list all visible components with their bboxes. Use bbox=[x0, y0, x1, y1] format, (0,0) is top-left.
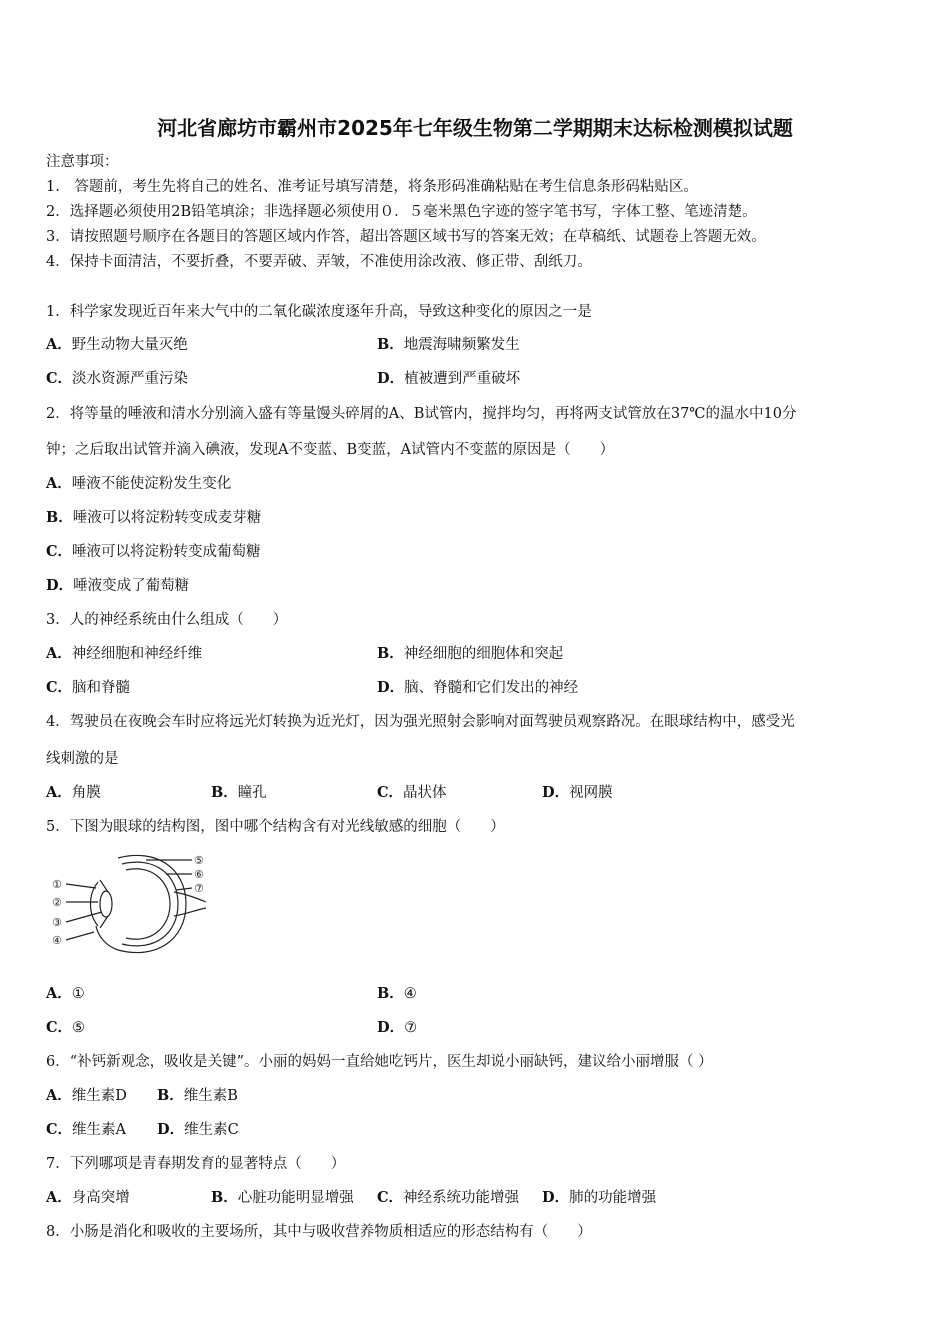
option-text: 身高突增 bbox=[71, 1190, 130, 1206]
option-text: ① bbox=[71, 986, 85, 1002]
option-label: B． bbox=[377, 645, 404, 662]
q7-stem: 7．下列哪项是青春期发育的显著特点（ ） bbox=[46, 1156, 346, 1172]
leader-line-1 bbox=[66, 884, 96, 888]
q1-option-b bbox=[377, 335, 520, 355]
q2-stem-line-2: 钟；之后取出试管并滴入碘液，发现A不变蓝、B变蓝，A试管内不变蓝的原因是（ ） bbox=[46, 442, 615, 458]
option-text: 维生素D bbox=[71, 1088, 127, 1104]
option-text: 唾液可以将淀粉转变成麦芽糖 bbox=[72, 510, 262, 526]
q7-option-b bbox=[211, 1188, 354, 1208]
leader-line-3 bbox=[66, 912, 102, 922]
option-text: 唾液变成了葡萄糖 bbox=[73, 578, 190, 594]
notice-item-2: 2．选择题必须使用2B铅笔填涂；非选择题必须使用０．５毫米黑色字迹的签字笔书写，字体工整、笔迹清楚。 bbox=[46, 204, 757, 220]
q3-option-a bbox=[46, 644, 202, 664]
option-label: B． bbox=[46, 509, 73, 526]
q1-stem: 1．科学家发现近百年来大气中的二氧化碳浓度逐年升高，导致这种变化的原因之一是 bbox=[46, 304, 592, 320]
option-label: B． bbox=[157, 1087, 184, 1104]
q5-stem: 5．下图为眼球的结构图，图中哪个结构含有对光线敏感的细胞（ ） bbox=[46, 819, 505, 835]
q2-option-a bbox=[46, 474, 231, 494]
option-label: C． bbox=[377, 784, 404, 801]
q3-option-c bbox=[46, 678, 130, 698]
notice-item-3: 3．请按照题号顺序在各题目的答题区域内作答，超出答题区域书写的答案无效；在草稿纸、试题卷上答题无效。 bbox=[46, 229, 766, 245]
q4-stem-line-2: 线刺激的是 bbox=[46, 751, 119, 767]
option-label: D． bbox=[46, 577, 74, 594]
option-label: D． bbox=[157, 1121, 185, 1138]
q2-option-d bbox=[46, 576, 189, 596]
q1-option-d bbox=[377, 369, 520, 389]
option-text: ⑤ bbox=[72, 1020, 86, 1036]
q2-option-c bbox=[46, 542, 261, 562]
q4-option-a bbox=[46, 783, 101, 803]
option-label: A． bbox=[46, 1087, 72, 1104]
option-text: 维生素B bbox=[183, 1088, 238, 1104]
option-label: D． bbox=[377, 679, 405, 696]
q2-stem-line-1: 2．将等量的唾液和清水分别滴入盛有等量馒头碎屑的A、B试管内，搅拌均匀，再将两支试管放在37℃的温水中10分 bbox=[46, 406, 797, 422]
leader-line-4 bbox=[66, 932, 94, 940]
q7-option-a bbox=[46, 1188, 130, 1208]
q2-option-b bbox=[46, 508, 261, 528]
option-text: 地震海啸频繁发生 bbox=[403, 337, 520, 353]
cornea-outline bbox=[91, 882, 99, 926]
option-text: ⑦ bbox=[404, 1020, 418, 1036]
option-label: A． bbox=[46, 985, 72, 1002]
option-text: 晶状体 bbox=[403, 785, 447, 801]
option-text: 角膜 bbox=[71, 785, 101, 801]
q5-option-a bbox=[46, 984, 85, 1004]
option-text: 神经细胞的细胞体和突起 bbox=[403, 646, 564, 662]
q1-option-a bbox=[46, 335, 188, 355]
q3-stem: 3．人的神经系统由什么组成（ ） bbox=[46, 612, 288, 628]
option-label: C． bbox=[46, 370, 73, 387]
notice-heading: 注意事项： bbox=[46, 154, 119, 170]
iris-outline bbox=[100, 880, 108, 928]
option-label: D． bbox=[542, 784, 570, 801]
option-text: 脑、脊髓和它们发出的神经 bbox=[404, 680, 579, 696]
option-text: 唾液可以将淀粉转变成葡萄糖 bbox=[72, 544, 261, 560]
lens-outline bbox=[100, 891, 112, 917]
q5-option-d bbox=[377, 1018, 417, 1038]
figure-label-3: ③ bbox=[52, 916, 62, 929]
option-text: 唾液不能使淀粉发生变化 bbox=[71, 476, 232, 492]
option-text: 淡水资源严重污染 bbox=[72, 371, 189, 387]
q4-option-d bbox=[542, 783, 613, 803]
option-text: 肺的功能增强 bbox=[569, 1190, 657, 1206]
option-label: B． bbox=[377, 985, 404, 1002]
q6-option-d bbox=[157, 1120, 239, 1140]
option-label: D． bbox=[542, 1189, 570, 1206]
optic-nerve-outline bbox=[174, 892, 206, 916]
option-label: A． bbox=[46, 784, 72, 801]
page-title: 河北省廊坊市霸州市2025年七年级生物第二学期期末达标检测模拟试题 bbox=[157, 116, 793, 140]
option-text: 视网膜 bbox=[569, 785, 613, 801]
option-label: D． bbox=[377, 1019, 405, 1036]
option-label: C． bbox=[46, 1121, 73, 1138]
q1-option-c bbox=[46, 369, 188, 389]
option-text: 脑和脊髓 bbox=[72, 680, 131, 696]
option-label: B． bbox=[211, 784, 238, 801]
choroid-outline bbox=[126, 869, 170, 940]
figure-label-4: ④ bbox=[52, 934, 62, 947]
option-text: 心脏功能明显增强 bbox=[237, 1190, 354, 1206]
figure-label-6: ⑥ bbox=[194, 868, 204, 881]
q6-option-c bbox=[46, 1120, 126, 1140]
option-label: A． bbox=[46, 475, 72, 492]
option-text: 瞳孔 bbox=[237, 785, 267, 801]
figure-label-7: ⑦ bbox=[194, 882, 204, 895]
figure-label-5: ⑤ bbox=[194, 854, 204, 867]
option-label: A． bbox=[46, 1189, 72, 1206]
option-text: 野生动物大量灭绝 bbox=[71, 337, 188, 353]
q6-stem: 6．“补钙新观念，吸收是关键”。小丽的妈妈一直给她吃钙片，医生却说小丽缺钙，建议给小丽增服（ ） bbox=[46, 1054, 713, 1070]
notice-item-1: 1. 答题前，考生先将自己的姓名、准考证号填写清楚，将条形码准确粘贴在考生信息条形码粘贴区。 bbox=[46, 179, 698, 195]
option-label: D． bbox=[377, 370, 405, 387]
q6-option-a bbox=[46, 1086, 127, 1106]
option-text: 神经细胞和神经纤维 bbox=[71, 646, 203, 662]
q4-stem-line-1: 4．驾驶员在夜晚会车时应将远光灯转换为近光灯，因为强光照射会影响对面驾驶员观察路况。在眼球结构中，感受光 bbox=[46, 714, 795, 730]
option-label: A． bbox=[46, 336, 72, 353]
option-text: 神经系统功能增强 bbox=[403, 1190, 520, 1206]
option-text: 植被遭到严重破坏 bbox=[404, 371, 521, 387]
option-label: C． bbox=[46, 679, 73, 696]
option-text: 维生素C bbox=[184, 1122, 239, 1138]
option-label: C． bbox=[46, 1019, 73, 1036]
option-label: A． bbox=[46, 645, 72, 662]
option-label: B． bbox=[377, 336, 404, 353]
q5-option-c bbox=[46, 1018, 85, 1038]
q7-option-c bbox=[377, 1188, 519, 1208]
q8-stem: 8．小肠是消化和吸收的主要场所，其中与吸收营养物质相适应的形态结构有（ ） bbox=[46, 1224, 592, 1240]
sclera-outline bbox=[96, 855, 186, 952]
option-label: B． bbox=[211, 1189, 238, 1206]
q7-option-d bbox=[542, 1188, 656, 1208]
eyeball-diagram bbox=[46, 848, 216, 960]
figure-label-1: ① bbox=[52, 878, 62, 891]
option-text: 维生素A bbox=[72, 1122, 127, 1138]
q3-option-d bbox=[377, 678, 578, 698]
q4-option-b bbox=[211, 783, 267, 803]
q3-option-b bbox=[377, 644, 563, 664]
q6-option-b bbox=[157, 1086, 238, 1106]
notice-item-4: 4．保持卡面清洁，不要折叠，不要弄破、弄皱，不准使用涂改液、修正带、刮纸刀。 bbox=[46, 254, 592, 270]
option-label: C． bbox=[46, 543, 73, 560]
option-text: ④ bbox=[403, 986, 417, 1002]
option-label: C． bbox=[377, 1189, 404, 1206]
q5-option-b bbox=[377, 984, 417, 1004]
q4-option-c bbox=[377, 783, 447, 803]
figure-label-2: ② bbox=[52, 896, 62, 909]
